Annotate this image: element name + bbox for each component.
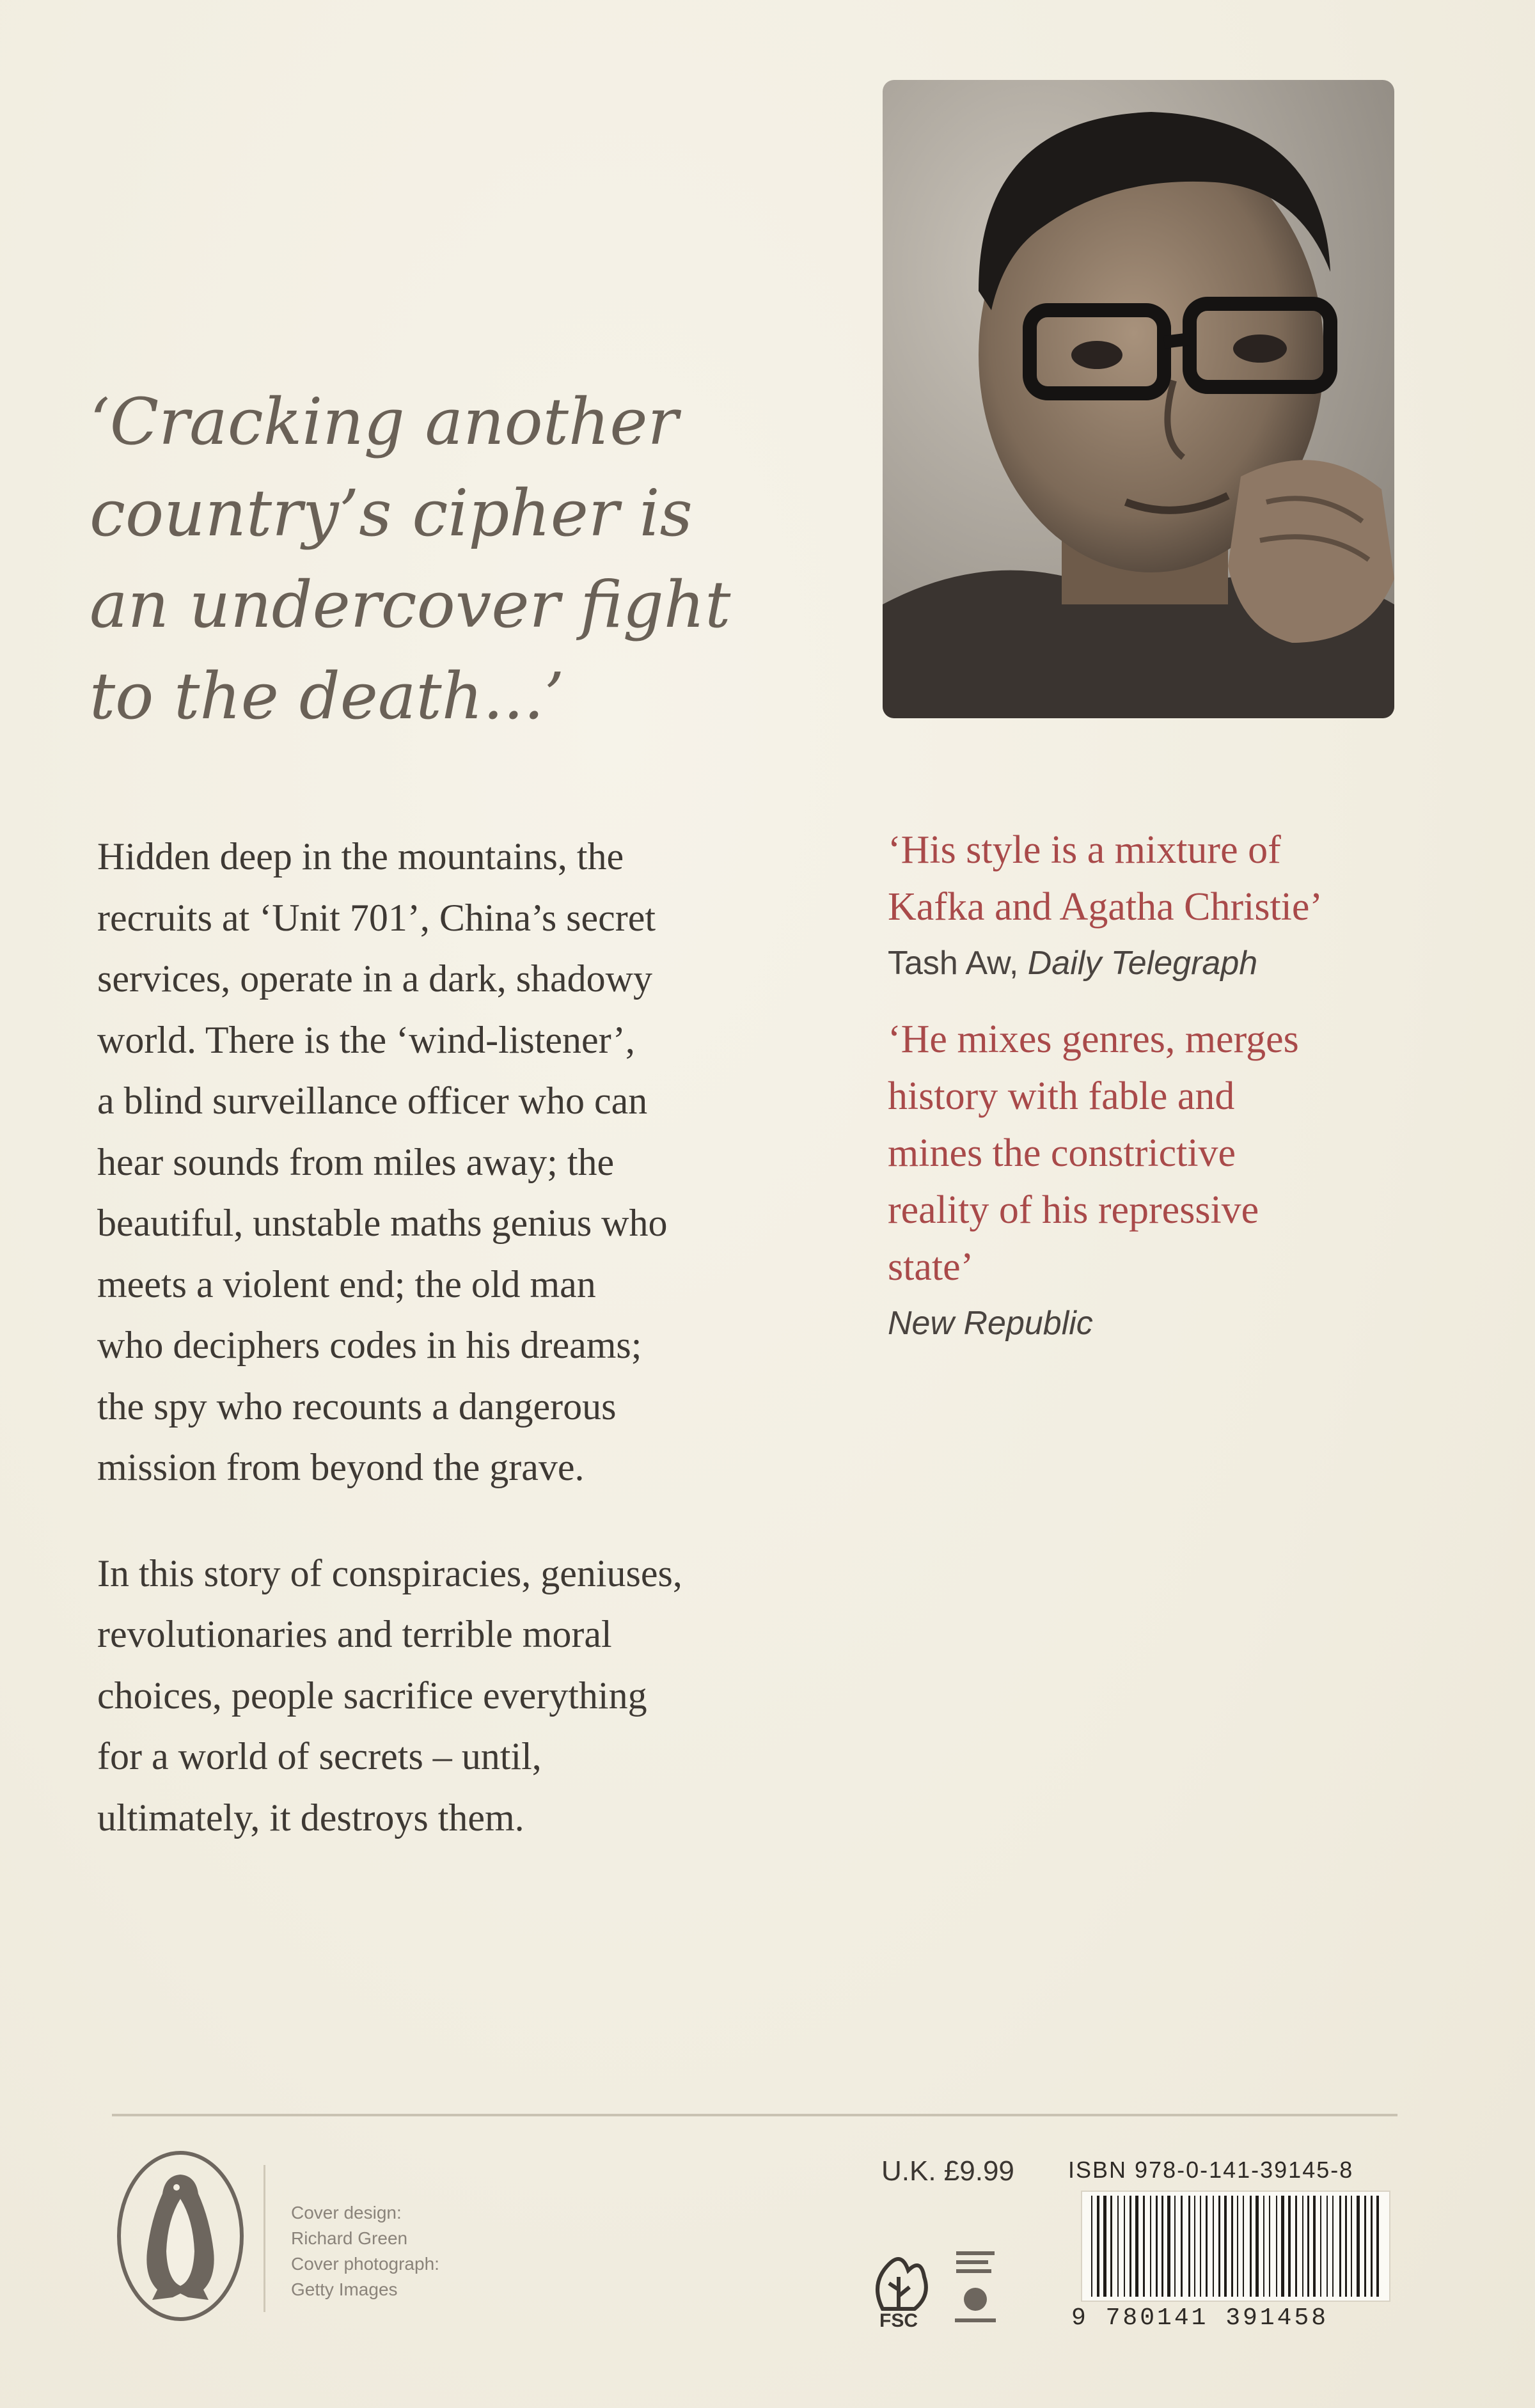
barcode-bar	[1117, 2196, 1119, 2297]
barcode-bar	[1213, 2196, 1214, 2297]
barcode-bar	[1156, 2196, 1158, 2297]
pull-quote-line: country’s cipher is	[90, 476, 693, 551]
barcode-bar	[1320, 2196, 1321, 2297]
barcode-bar	[1250, 2196, 1252, 2297]
barcode	[1081, 2191, 1390, 2302]
pull-quote-line: to the death...’	[90, 659, 565, 734]
review-quote-line: ‘His style is a mixture of	[888, 828, 1281, 872]
barcode-bar	[1124, 2196, 1125, 2297]
blurb-line: mission from beyond the grave.	[97, 1446, 585, 1488]
review-publication: Daily Telegraph	[1027, 945, 1258, 982]
barcode-bar	[1194, 2196, 1195, 2297]
credit-line: Richard Green	[291, 2228, 408, 2248]
review-quote	[888, 822, 1431, 936]
review-source	[888, 1300, 1431, 1347]
barcode-bar	[1256, 2196, 1259, 2297]
pull-quote-line: ‘Cracking another	[90, 384, 679, 459]
barcode-bar	[1167, 2196, 1170, 2297]
barcode-bar	[1103, 2196, 1106, 2297]
price: U.K. £9.99	[881, 2155, 1014, 2187]
barcode-bar	[1345, 2196, 1347, 2297]
barcode-bar	[1364, 2196, 1366, 2297]
blurb-line: who deciphers codes in his dreams;	[97, 1324, 642, 1366]
barcode-bar	[1371, 2196, 1373, 2297]
barcode-bar	[1231, 2196, 1233, 2297]
blurb-line: meets a violent end; the old man	[97, 1263, 596, 1305]
review-quote-line: reality of his repressive	[888, 1188, 1259, 1232]
barcode-bar	[1339, 2196, 1341, 2297]
blurb-line: Hidden deep in the mountains, the	[97, 835, 624, 877]
barcode-bar	[1307, 2196, 1309, 2297]
barcode-bar	[1110, 2196, 1112, 2297]
barcode-bar	[1332, 2196, 1334, 2297]
review-source	[888, 940, 1431, 987]
cover-credits	[291, 2200, 502, 2302]
pull-quote-line: an undercover fight	[90, 567, 731, 642]
blurb-line: ultimately, it destroys them.	[97, 1796, 524, 1839]
barcode-bar	[1357, 2196, 1360, 2297]
barcode-bar	[1243, 2196, 1244, 2297]
review-quote-line: Kafka and Agatha Christie’	[888, 885, 1323, 929]
blurb	[97, 826, 833, 1893]
blurb-line: services, operate in a dark, shadowy	[97, 957, 653, 1000]
blurb-line: choices, people sacrifice everything	[97, 1674, 647, 1717]
barcode-bar	[1135, 2196, 1138, 2297]
blurb-paragraph	[97, 1543, 833, 1849]
author-photo	[883, 80, 1394, 718]
review	[888, 1011, 1431, 1347]
credit-line: Getty Images	[291, 2279, 398, 2299]
barcode-bar	[1200, 2196, 1201, 2297]
barcode-bar	[1097, 2196, 1099, 2297]
barcode-bar	[1130, 2196, 1131, 2297]
barcode-bar	[1161, 2196, 1163, 2297]
barcode-bar	[1295, 2196, 1297, 2297]
barcode-bar	[1288, 2196, 1291, 2297]
barcode-bar	[1143, 2196, 1145, 2297]
barcode-bar	[1326, 2196, 1328, 2297]
blurb-line: the spy who recounts a dangerous	[97, 1385, 617, 1428]
barcode-digits: 9 780141 391458	[1071, 2304, 1329, 2332]
credits-divider	[264, 2165, 265, 2312]
barcode-bar	[1313, 2196, 1316, 2297]
barcode-bar	[1206, 2196, 1208, 2297]
credit-line: Cover design:	[291, 2203, 402, 2223]
review-quote-line: mines the constrictive	[888, 1131, 1236, 1175]
blurb-line: for a world of secrets – until,	[97, 1735, 542, 1777]
blurb-line: a blind surveillance officer who can	[97, 1080, 648, 1122]
review-quote-line: state’	[888, 1245, 974, 1289]
blurb-line: revolutionaries and terrible moral	[97, 1613, 612, 1655]
blurb-line: hear sounds from miles away; the	[97, 1140, 615, 1183]
credit-line: Cover photograph:	[291, 2254, 439, 2274]
review-publication: New Republic	[888, 1305, 1093, 1342]
blurb-line: beautiful, unstable maths genius who	[97, 1202, 668, 1244]
barcode-bar	[1376, 2196, 1379, 2297]
footer-divider	[112, 2114, 1397, 2116]
blurb-line: world. There is the ‘wind-listener’,	[97, 1018, 635, 1061]
blurb-line: In this story of conspiracies, geniuses,	[97, 1552, 682, 1594]
reviews	[888, 822, 1431, 1347]
penguin-logo-icon	[115, 2149, 246, 2323]
barcode-bar	[1281, 2196, 1284, 2297]
barcode-bar	[1351, 2196, 1352, 2297]
barcode-bar	[1269, 2196, 1270, 2297]
barcode-bar	[1237, 2196, 1238, 2297]
pull-quote	[90, 376, 825, 742]
review-author: Tash Aw,	[888, 945, 1019, 982]
barcode-bar	[1150, 2196, 1151, 2297]
barcode-bar	[1188, 2196, 1190, 2297]
barcode-bar	[1224, 2196, 1227, 2297]
isbn: ISBN 978-0-141-39145-8	[1068, 2157, 1354, 2183]
barcode-bar	[1302, 2196, 1303, 2297]
woodland-trust-icon	[950, 2239, 1001, 2334]
barcode-bar	[1218, 2196, 1220, 2297]
fsc-label: FSC	[879, 2310, 918, 2331]
barcode-bar	[1174, 2196, 1176, 2297]
blurb-paragraph	[97, 826, 833, 1499]
review-quote-line: history with fable and	[888, 1074, 1235, 1118]
review	[888, 822, 1431, 987]
barcode-bar	[1181, 2196, 1183, 2297]
review-quote-line: ‘He mixes genres, merges	[888, 1018, 1299, 1061]
blurb-line: recruits at ‘Unit 701’, China’s secret	[97, 896, 656, 939]
barcode-bar	[1263, 2196, 1264, 2297]
barcode-bar	[1276, 2196, 1277, 2297]
review-quote	[888, 1011, 1431, 1296]
barcode-bar	[1091, 2196, 1092, 2297]
